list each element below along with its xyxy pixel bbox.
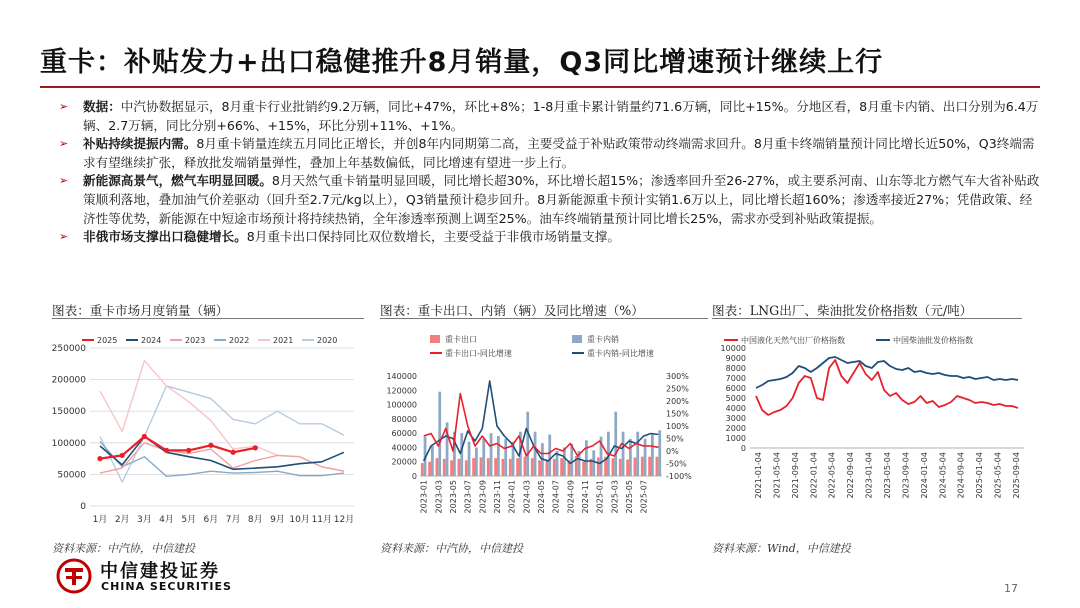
- x-tick-label: 4月: [159, 515, 174, 525]
- data-point-2025: [253, 445, 258, 450]
- y-tick-label: 8000: [725, 364, 746, 373]
- y-right-tick-label: -100%: [666, 472, 692, 481]
- y-right-tick-label: 300%: [666, 372, 689, 381]
- bar-export: [648, 457, 651, 476]
- legend-label: 中国柴油批发价格指数: [893, 336, 973, 345]
- x-tick-label: 2024-01: [507, 480, 517, 514]
- bar-export: [546, 460, 549, 476]
- legend-label: 2021: [273, 336, 294, 345]
- legend-label: 中国液化天然气出厂价格指数: [741, 336, 845, 345]
- x-tick-label: 2024-05-04: [938, 452, 948, 499]
- y-tick-label: 10000: [720, 344, 746, 353]
- logo-text-cn: 中信建投证券: [100, 561, 220, 582]
- x-tick-label: 10月: [289, 515, 310, 525]
- price-line-中国液化天然气出厂价格指数: [756, 360, 1018, 415]
- chart-divider: [380, 318, 708, 319]
- bar-domestic: [482, 439, 485, 476]
- bar-export: [531, 458, 534, 476]
- y-right-tick-label: 250%: [666, 384, 689, 394]
- bar-export: [612, 458, 615, 476]
- bar-export: [538, 460, 541, 476]
- bullet-lead: 非俄市场支撑出口稳健增长。: [83, 229, 247, 245]
- x-tick-label: 2023-01-04: [864, 452, 874, 499]
- bar-domestic: [497, 436, 500, 476]
- bar-domestic: [644, 439, 647, 476]
- bullet-item-data: [55, 98, 1040, 135]
- bar-export: [472, 458, 475, 476]
- bullet-item-subsidy: [55, 135, 1040, 172]
- bullet-lead: 补贴持续提振内需。: [83, 136, 197, 152]
- data-point-2025: [186, 448, 191, 453]
- y-tick-label: 100000: [52, 438, 86, 449]
- bar-domestic: [629, 439, 632, 476]
- y-right-tick-label: 0%: [666, 447, 679, 456]
- bullet-lead: 新能源高景气，燃气车明显回暖。: [83, 173, 272, 189]
- x-tick-label: 2023-11: [493, 480, 502, 514]
- source-note: 资料来源：Wind，中信建投: [712, 542, 851, 555]
- y-tick-label: 250000: [52, 344, 86, 354]
- y-left-tick-label: 0: [411, 472, 417, 481]
- bar-domestic: [658, 430, 661, 476]
- source-note: 资料来源：中汽协，中信建投: [52, 542, 195, 555]
- bar-export: [560, 458, 563, 476]
- y-tick-label: 4000: [725, 404, 746, 413]
- bar-domestic: [563, 447, 566, 476]
- x-tick-label: 2023-05-04: [883, 452, 892, 499]
- x-tick-label: 2024-09: [566, 480, 576, 514]
- bar-export: [626, 460, 629, 476]
- x-tick-label: 2024-01-04: [919, 452, 929, 499]
- x-tick-label: 2月: [114, 515, 130, 525]
- bar-export: [582, 462, 585, 476]
- legend-label: 2023: [185, 336, 206, 345]
- legend-swatch: [430, 335, 440, 343]
- y-tick-label: 9000: [725, 354, 746, 363]
- x-tick-label: 2024-03: [522, 480, 532, 514]
- bar-domestic: [585, 440, 588, 476]
- x-tick-label: 2023-01: [419, 480, 429, 514]
- x-tick-label: 2025-05-04: [993, 452, 1003, 499]
- logo-text-en: CHINA SECURITIES: [101, 580, 232, 593]
- y-tick-label: 0: [740, 444, 746, 453]
- x-tick-label: 2023-07: [463, 480, 473, 514]
- logo-emblem-icon: [56, 558, 92, 594]
- chart-title-price-index: 图表：LNG出厂、柴油批发价格指数（元/吨）: [712, 303, 973, 318]
- bar-domestic: [592, 450, 595, 476]
- y-tick-label: 0: [80, 502, 86, 512]
- slide-title: 重卡：补贴发力+出口稳健推升8月销量，Q3同比增速预计继续上行: [40, 47, 884, 78]
- y-left-tick-label: 20000: [391, 457, 417, 467]
- x-tick-label: 7月: [225, 515, 241, 525]
- bar-export: [509, 459, 512, 476]
- bar-export: [428, 462, 431, 476]
- x-tick-label: 6月: [203, 515, 219, 525]
- x-tick-label: 8月: [247, 515, 263, 525]
- x-tick-label: 2021-05-04: [772, 452, 782, 499]
- y-tick-label: 7000: [725, 374, 746, 383]
- bullet-item-new-energy: [55, 172, 1040, 228]
- y-left-tick-label: 120000: [386, 386, 417, 396]
- series-line-2021: [100, 361, 344, 472]
- x-tick-label: 2025-05: [625, 480, 634, 514]
- chart-divider: [52, 318, 364, 319]
- bar-domestic: [490, 433, 493, 476]
- bar-domestic: [614, 412, 617, 476]
- chart-title-export-domestic: 图表：重卡出口、内销（辆）及同比增速（%）: [380, 303, 644, 318]
- bar-domestic: [504, 439, 507, 476]
- y-left-tick-label: 40000: [391, 443, 417, 453]
- chart-title-monthly-sales: 图表：重卡市场月度销量（辆）: [52, 303, 229, 318]
- bullet-list: [55, 98, 1040, 247]
- bullet-arrow-icon: ➢: [59, 230, 69, 244]
- x-tick-label: 2021-09-04: [790, 452, 800, 499]
- x-tick-label: 2025-09-04: [1012, 452, 1021, 499]
- y-tick-label: 5000: [725, 394, 746, 403]
- bar-domestic: [526, 412, 529, 476]
- y-left-tick-label: 100000: [386, 400, 417, 410]
- y-tick-label: 2000: [725, 424, 746, 433]
- x-tick-label: 2024-07: [551, 480, 561, 514]
- x-tick-label: 11月: [311, 515, 333, 525]
- bullet-arrow-icon: ➢: [59, 174, 69, 188]
- y-tick-label: 1000: [725, 434, 746, 443]
- legend-label: 2025: [97, 336, 118, 345]
- legend-swatch: [572, 335, 582, 343]
- bullet-text: 8月重卡销量连续五月同比正增长，并创8年内同期第二高，主要受益于补贴政策带动终端需求回升。8月重卡终端销量预计同比增长近50%，Q3终端需求有望继续扩张，释放批发端销量弹性，叠加上年基数偏低，同比增速有望进一步上行。: [83, 136, 1035, 170]
- x-tick-label: 3月: [136, 515, 152, 525]
- y-left-tick-label: 80000: [391, 414, 417, 424]
- bar-export: [619, 459, 622, 476]
- bullet-text: 中汽协数据显示，8月重卡行业批销约9.2万辆，同比+47%，环比+8%；1-8月重卡累计销量约71.6万辆，同比+15%。分地区看，8月重卡内销、出口分别为6.4万辆、2.7万辆，同比分别+66%、+15%，环比分别+11%、+1%。: [83, 99, 1039, 133]
- bullet-item-export: [55, 228, 1040, 247]
- legend-label: 2022: [229, 336, 250, 345]
- bar-export: [480, 457, 483, 476]
- bar-export: [634, 457, 637, 476]
- bullet-arrow-icon: ➢: [59, 100, 69, 113]
- bar-domestic: [468, 442, 471, 476]
- bar-export: [494, 458, 497, 476]
- monthly-sales-chart: [52, 328, 364, 536]
- bar-domestic: [622, 432, 625, 476]
- y-tick-label: 50000: [57, 470, 86, 481]
- chart-divider: [712, 318, 1022, 319]
- legend-label: 重卡内销-同比增速: [587, 349, 654, 358]
- x-tick-label: 2024-05: [537, 480, 546, 514]
- y-left-tick-label: 60000: [391, 429, 417, 439]
- x-tick-label: 9月: [270, 515, 285, 525]
- x-tick-label: 2023-05: [449, 480, 458, 514]
- x-tick-label: 2022-05-04: [827, 452, 837, 499]
- x-tick-label: 5月: [181, 515, 197, 525]
- legend-label: 2024: [141, 336, 162, 345]
- bar-domestic: [548, 435, 551, 476]
- y-tick-label: 200000: [52, 375, 86, 386]
- bar-export: [524, 457, 527, 476]
- bar-domestic: [460, 433, 463, 476]
- y-right-tick-label: -50%: [666, 459, 687, 469]
- bar-export: [443, 459, 446, 476]
- legend-label: 重卡内销: [587, 335, 619, 344]
- bar-export: [656, 457, 659, 476]
- x-tick-label: 2025-01-04: [975, 452, 985, 499]
- x-tick-label: 12月: [333, 515, 355, 525]
- legend-label: 重卡出口-同比增速: [445, 349, 512, 358]
- data-point-2025: [142, 434, 147, 439]
- bar-export: [458, 459, 461, 476]
- bar-export: [436, 458, 439, 476]
- x-tick-label: 2022-01-04: [809, 452, 819, 499]
- x-tick-label: 2025-07: [639, 480, 649, 514]
- bar-export: [502, 459, 505, 476]
- x-tick-label: 2024-09-04: [956, 452, 966, 499]
- x-tick-label: 2025-03: [610, 480, 620, 514]
- bar-domestic: [475, 447, 478, 476]
- bar-domestic: [636, 432, 639, 476]
- y-right-tick-label: 50%: [666, 434, 684, 444]
- bar-export: [487, 458, 490, 476]
- bullet-text: 8月重卡出口保持同比双位数增长，主要受益于非俄市场销量支撑。: [246, 229, 620, 245]
- y-left-tick-label: 140000: [386, 372, 417, 381]
- data-point-2025: [97, 456, 102, 461]
- bar-export: [465, 460, 468, 476]
- bar-export: [553, 459, 556, 476]
- y-tick-label: 150000: [52, 407, 86, 418]
- page-number: 17: [1004, 582, 1018, 595]
- y-right-tick-label: 100%: [666, 422, 689, 431]
- bar-export: [597, 457, 600, 476]
- data-point-2025: [230, 450, 235, 455]
- bar-export: [421, 463, 424, 476]
- x-tick-label: 2025-01: [595, 480, 605, 514]
- legend-label: 2020: [317, 336, 338, 345]
- x-tick-label: 2022-09-04: [846, 452, 856, 499]
- bar-domestic: [651, 435, 654, 476]
- x-tick-label: 2024-11: [581, 480, 590, 514]
- company-logo: [56, 556, 276, 600]
- data-point-2025: [164, 448, 169, 453]
- bar-domestic: [438, 392, 441, 476]
- x-tick-label: 2021-01-04: [754, 452, 763, 499]
- source-note: 资料来源：中汽协，中信建投: [380, 542, 523, 555]
- bar-export: [450, 460, 453, 476]
- legend-label: 重卡出口: [445, 335, 477, 344]
- y-tick-label: 3000: [725, 414, 746, 423]
- bar-domestic: [431, 446, 434, 476]
- x-tick-label: 1月: [92, 515, 108, 525]
- y-right-tick-label: 150%: [666, 409, 689, 419]
- export-domestic-chart: [372, 328, 708, 536]
- bar-export: [641, 457, 644, 476]
- data-point-2025: [120, 453, 125, 458]
- bullet-text: 8月天然气重卡销量明显回暖，同比增长超30%，环比增长超15%；渗透率回升至26-27%，或主要系河南、山东等北方燃气车大省补贴政策顺利落地，叠加油气价差驱动（回升至2.7元/kg以上），Q3销量预计稳步回升。8月新能源重卡预计实销1.6万以上，同比增长超160%；渗透率接近27%；凭借政策、经济性等优势，新能源在中短途市场预计将持续热销，全年渗透率预测上调至25%。油车终端销量预计同比增长25%，需求亦受到补贴政策提振。: [83, 173, 1040, 226]
- bar-export: [516, 458, 519, 476]
- title-divider: [40, 86, 1040, 88]
- bullet-lead: 数据：: [83, 99, 121, 114]
- price-index-chart: [712, 328, 1030, 536]
- price-line-中国柴油批发价格指数: [756, 357, 1018, 388]
- bar-domestic: [534, 432, 537, 476]
- bullet-arrow-icon: ➢: [59, 137, 69, 151]
- y-tick-label: 6000: [725, 384, 746, 393]
- x-tick-label: 2023-03: [434, 480, 444, 514]
- data-point-2025: [208, 443, 213, 448]
- x-tick-label: 2023-09-04: [901, 452, 911, 499]
- y-right-tick-label: 200%: [666, 397, 689, 406]
- x-tick-label: 2023-09: [478, 480, 488, 514]
